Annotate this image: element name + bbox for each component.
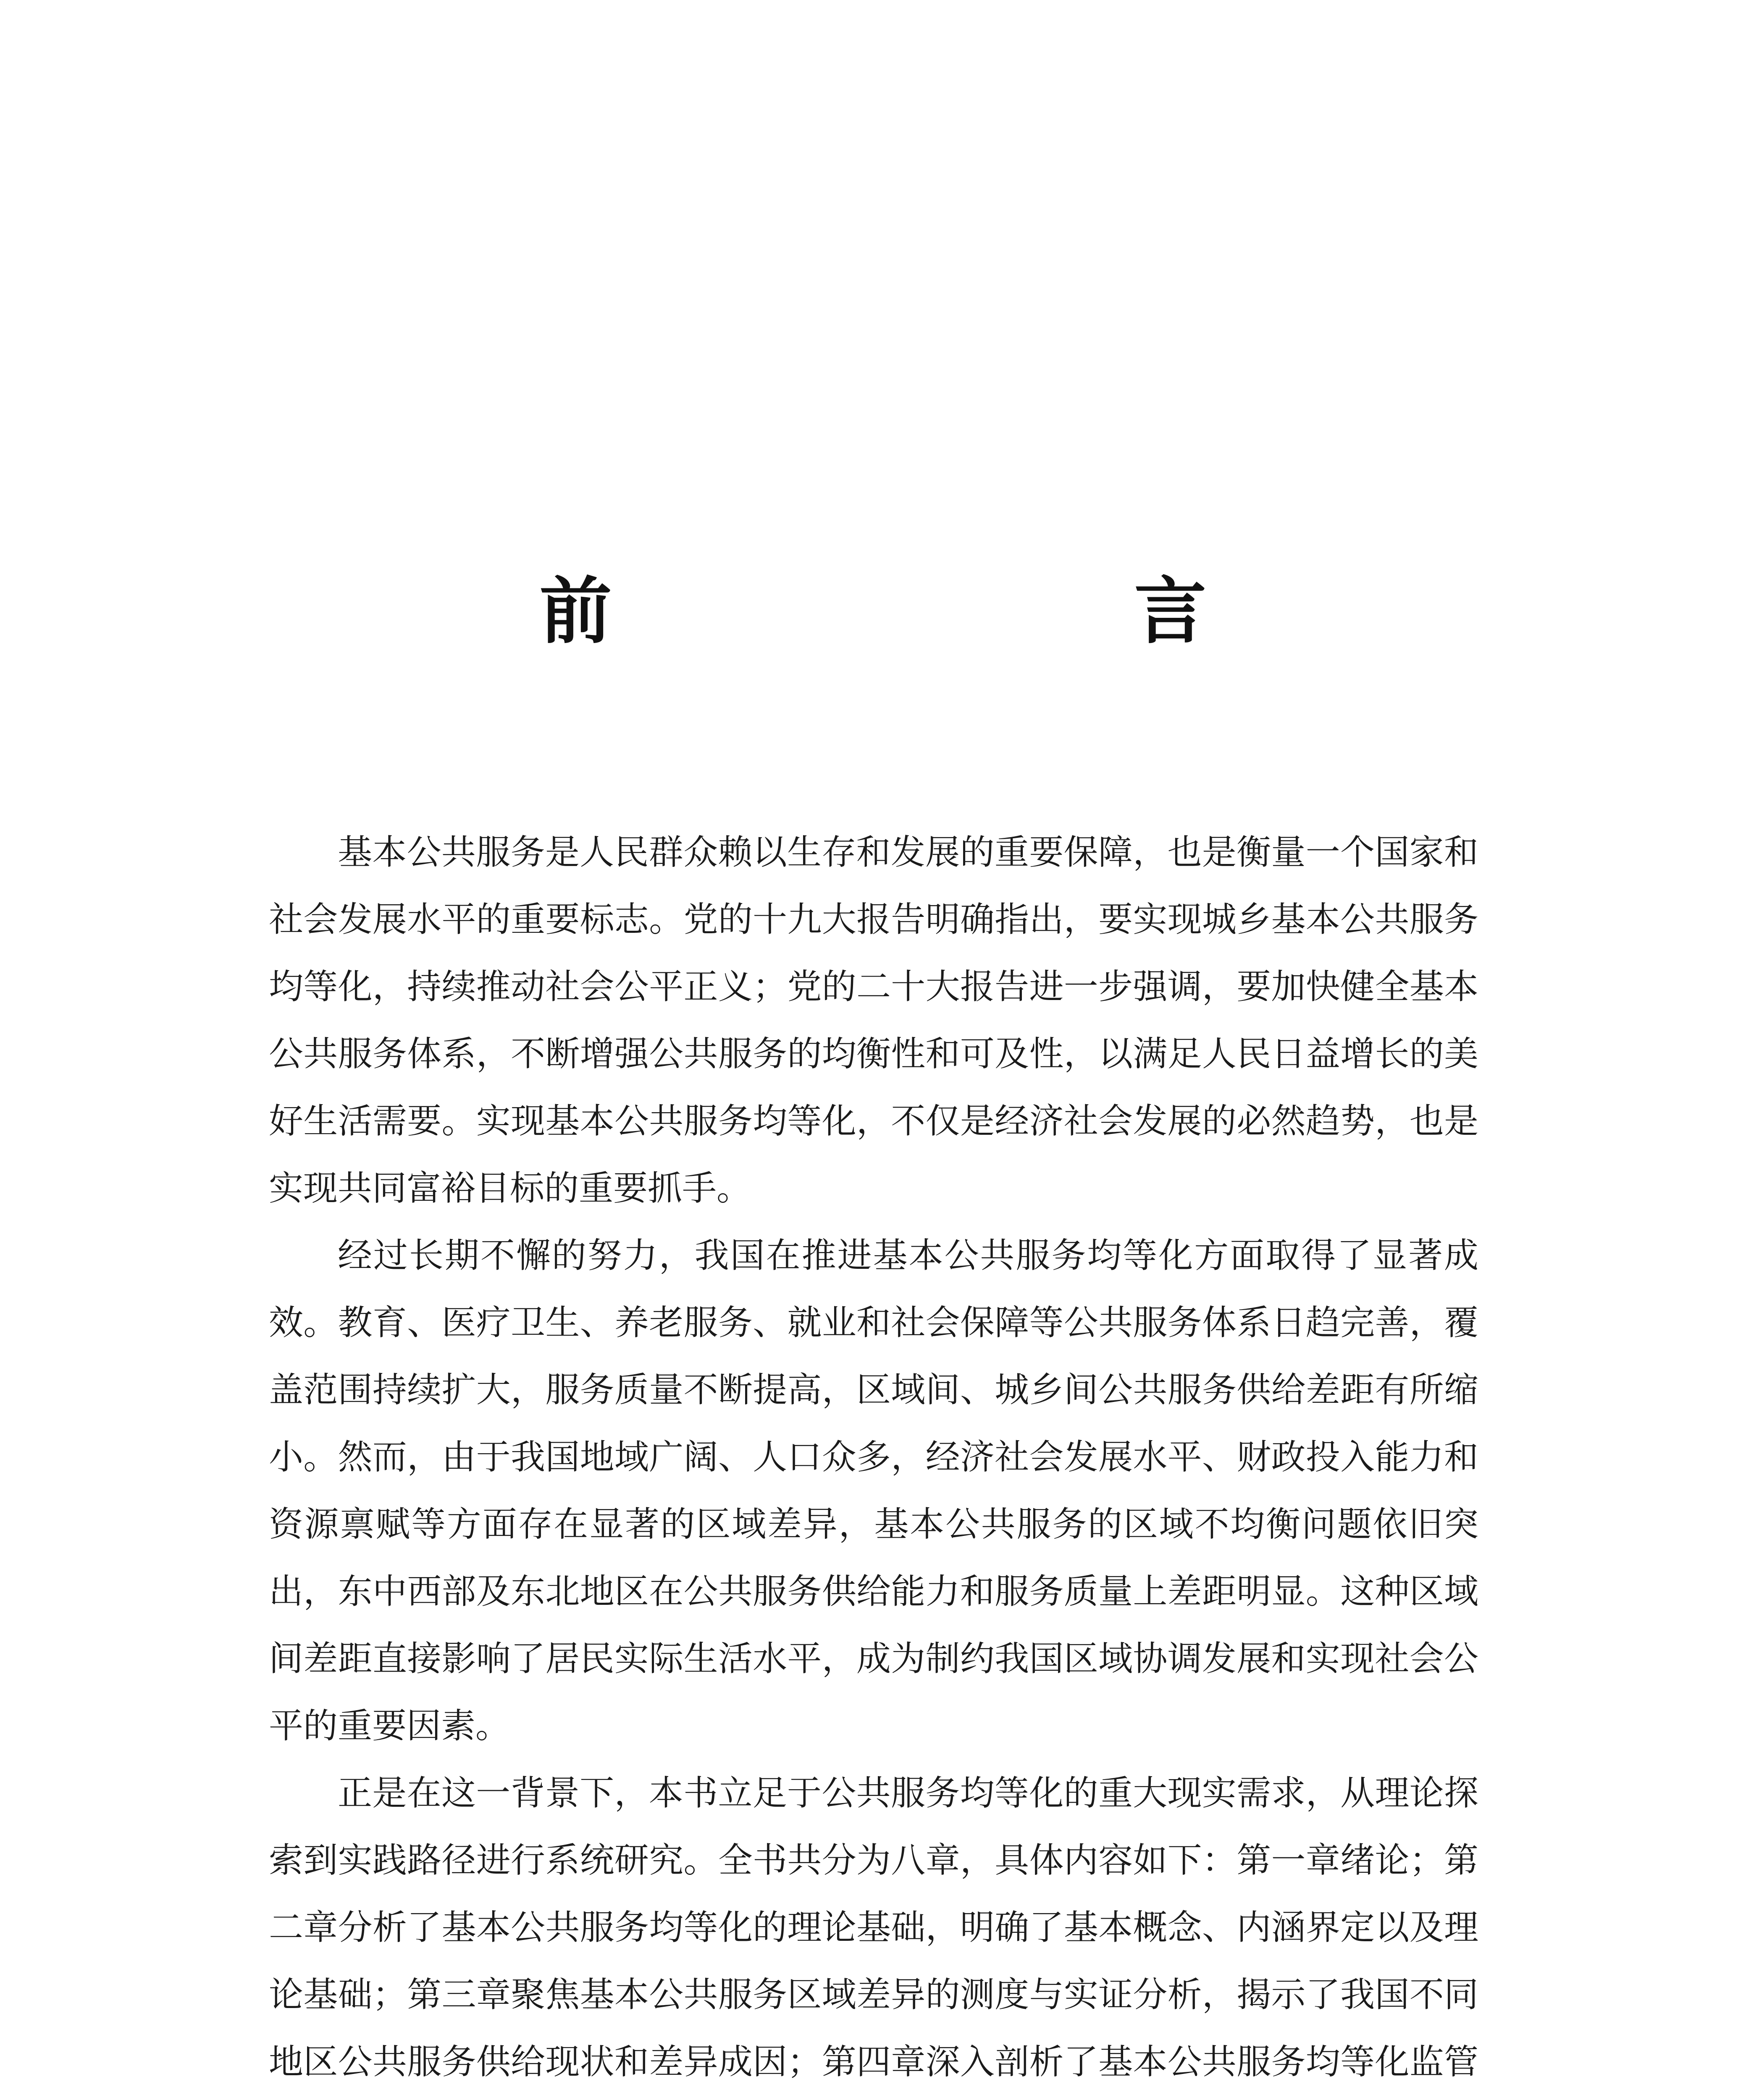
paragraph: 经过长期不懈的努力，我国在推进基本公共服务均等化方面取得了显著成效。教育、医疗卫生、养老服务、就业和社会保障等公共服务体系日趋完善，覆盖范围持续扩大，服务质量不断提高，区域间、城乡间公共服务供给差距有所缩小。然而，由于我国地域广阔、人口众多，经济社会发展水平、财政投入能力和资源禀赋等方面存在显著的区域差异，基本公共服务的区域不均衡问题依旧突出，东中西部及东北地区在公共服务供给能力和服务质量上差距明显。这种区域间差距直接影响了居民实际生活水平，成为制约我国区域协调发展和实现社会公平的重要因素。 (269, 1236, 1478, 1746)
paragraph: 基本公共服务是人民群众赖以生存和发展的重要保障，也是衡量一个国家和社会发展水平的重要标志。党的十九大报告明确指出，要实现城乡基本公共服务均等化，持续推动社会公平正义；党的二十大报告进一步强调，要加快健全基本公共服务体系，不断增强公共服务的均衡性和可及性，以满足人民日益增长的美好生活需要。实现基本公共服务均等化，不仅是经济社会发展的必然趋势，也是实现共同富裕目标的重要抓手。 (269, 832, 1478, 1208)
body-text (269, 819, 1478, 2100)
paragraph: 正是在这一背景下，本书立足于公共服务均等化的重大现实需求，从理论探索到实践路径进行系统研究。全书共分为八章，具体内容如下：第一章绪论；第二章分析了基本公共服务均等化的理论基础，明确了基本概念、内涵界定以及理论基础；第三章聚焦基本公共服务区域差异的测度与实证分析，揭示了我国不同地区公共服务供给现状和差异成因；第四章深入剖析了基本公共服务均等化监管 (269, 1773, 1478, 2082)
page-title: 前 言 (539, 568, 1333, 654)
